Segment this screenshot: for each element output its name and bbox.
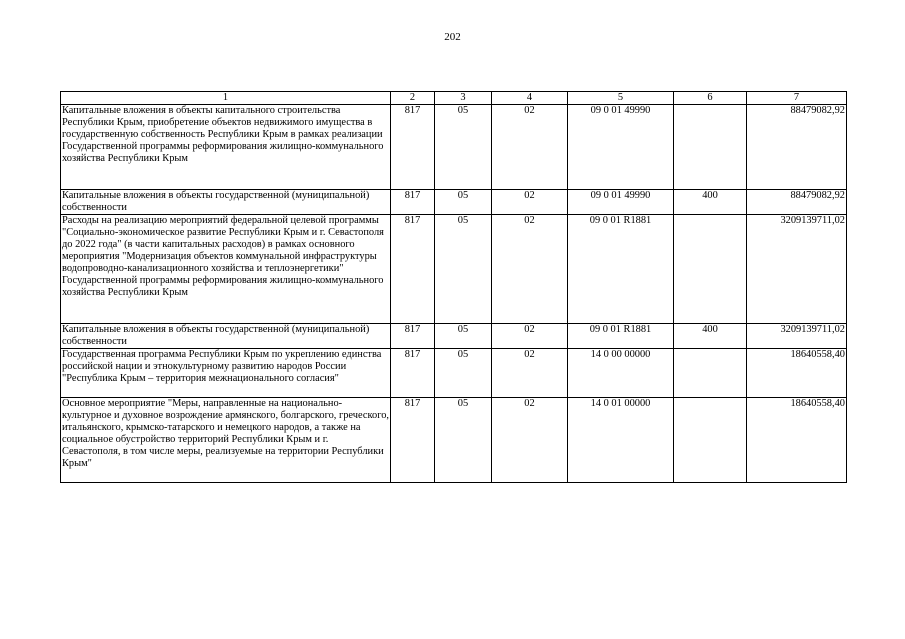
table-row	[61, 324, 847, 349]
row-col-5: 14 0 01 00000	[568, 398, 674, 483]
row-col-5: 09 0 01 49990	[568, 105, 674, 190]
table-row	[61, 190, 847, 215]
row-amount: 3209139711,02	[747, 324, 847, 349]
row-col-6: 400	[674, 324, 747, 349]
row-name: Капитальные вложения в объекты государственной (муниципальной) собственности	[61, 190, 391, 215]
header-row	[61, 92, 847, 105]
row-amount: 3209139711,02	[747, 215, 847, 324]
row-col-2: 817	[391, 105, 435, 190]
header-col-4: 4	[492, 92, 568, 105]
row-col-3: 05	[435, 190, 492, 215]
row-col-3: 05	[435, 105, 492, 190]
row-col-6	[674, 349, 747, 398]
row-col-2: 817	[391, 349, 435, 398]
header-col-6: 6	[674, 92, 747, 105]
row-name: Основное мероприятие "Меры, направленные на национально-культурное и духовное возрождение армянского, болгарского, греческого, итальянского, крымско-татарского и немецкого народов, а также на социальное обустройство территорий Республики Крым и г. Севастополя, в том числе меры, реализуемые на территории Республики Крым"	[61, 398, 391, 483]
row-col-4: 02	[492, 398, 568, 483]
table-row	[61, 398, 847, 483]
row-col-6	[674, 398, 747, 483]
row-col-6	[674, 215, 747, 324]
header-col-3: 3	[435, 92, 492, 105]
row-col-5: 09 0 01 R1881	[568, 215, 674, 324]
row-name: Расходы на реализацию мероприятий федеральной целевой программы "Социально-экономическое развитие Республики Крым и г. Севастополя до 2022 года" (в части капитальных расходов) в рамках основного мероприятия "Модернизация объектов коммунальной инфраструктуры водопроводно-канализационного хозяйства и теплоэнергетики" Государственной программы реформирования жилищно-коммунального хозяйства Республики Крым	[61, 215, 391, 324]
row-col-5: 14 0 00 00000	[568, 349, 674, 398]
header-col-1: 1	[61, 92, 391, 105]
row-col-2: 817	[391, 190, 435, 215]
row-amount: 18640558,40	[747, 398, 847, 483]
row-col-5: 09 0 01 R1881	[568, 324, 674, 349]
row-col-4: 02	[492, 190, 568, 215]
row-amount: 88479082,92	[747, 190, 847, 215]
row-col-4: 02	[492, 105, 568, 190]
row-col-3: 05	[435, 349, 492, 398]
page-number: 202	[444, 31, 461, 43]
row-col-5: 09 0 01 49990	[568, 190, 674, 215]
row-col-2: 817	[391, 215, 435, 324]
header-col-7: 7	[747, 92, 847, 105]
row-col-3: 05	[435, 324, 492, 349]
table-row	[61, 349, 847, 398]
header-col-5: 5	[568, 92, 674, 105]
row-col-6	[674, 105, 747, 190]
row-col-2: 817	[391, 324, 435, 349]
budget-table	[60, 91, 847, 483]
row-amount: 88479082,92	[747, 105, 847, 190]
table-row	[61, 215, 847, 324]
table-row	[61, 105, 847, 190]
row-col-4: 02	[492, 324, 568, 349]
row-name: Капитальные вложения в объекты капитального строительства Республики Крым, приобретение объектов недвижимого имущества в государственную собственность Республики Крым в рамках реализации Государственной программы реформирования жилищно-коммунального хозяйства Республики Крым	[61, 105, 391, 190]
row-col-6: 400	[674, 190, 747, 215]
row-col-4: 02	[492, 349, 568, 398]
row-col-3: 05	[435, 215, 492, 324]
header-col-2: 2	[391, 92, 435, 105]
row-col-3: 05	[435, 398, 492, 483]
row-name: Государственная программа Республики Крым по укреплению единства российской нации и этнокультурному развитию народов России "Республика Крым – территория межнационального согласия"	[61, 349, 391, 398]
row-col-4: 02	[492, 215, 568, 324]
row-name: Капитальные вложения в объекты государственной (муниципальной) собственности	[61, 324, 391, 349]
row-col-2: 817	[391, 398, 435, 483]
row-amount: 18640558,40	[747, 349, 847, 398]
